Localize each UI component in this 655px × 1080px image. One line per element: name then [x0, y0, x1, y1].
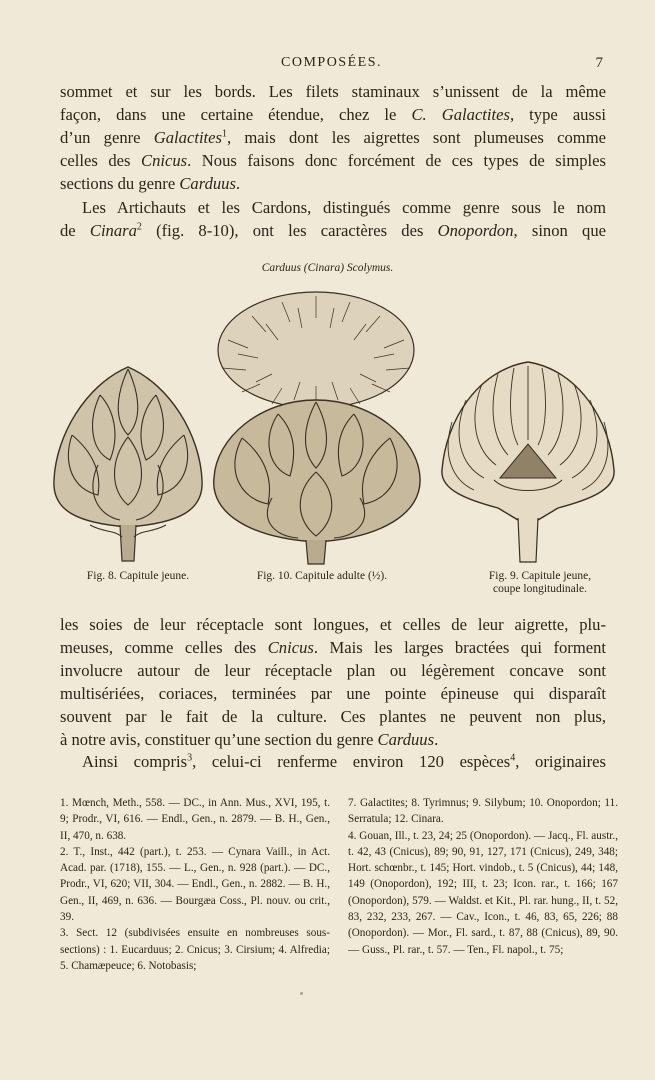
paragraph-1: [60, 80, 606, 195]
taxon-name: Cinara: [89, 221, 137, 240]
text: les soies de leur réceptacle sont longues, et celles de leur aigrette, plu-: [60, 615, 606, 634]
taxon-name: Cnicus: [267, 638, 314, 657]
text-line: [60, 682, 606, 705]
footnote-ref[interactable]: 2: [136, 221, 142, 233]
text: involucre autour de leur réceptacle plan ou légèrement concave sont: [60, 661, 606, 680]
taxon-name: Cnicus: [141, 151, 188, 170]
taxon-name: Galactites: [153, 128, 222, 147]
text: façon, dans une certaine étendue, chez le: [60, 105, 412, 124]
fig-9-label-line: Fig. 9. Capitule jeune,: [488, 570, 592, 582]
footnotes-right-column: [348, 795, 618, 958]
text: meuses, comme celles des: [60, 638, 268, 657]
text-line: [60, 728, 606, 751]
text: de: [60, 221, 90, 240]
text-line: [60, 219, 606, 242]
text: sections du genre: [60, 174, 180, 193]
text: , type aussi: [509, 105, 607, 124]
fig-10-label: Fig. 10. Capitule adulte (½).: [256, 570, 388, 582]
paragraph-4: [60, 750, 606, 773]
text-line: [60, 149, 606, 172]
page-number: 7: [595, 55, 603, 71]
paragraph-3: [60, 613, 606, 751]
fig-8-label: Fig. 8. Capitule jeune.: [86, 570, 190, 582]
fig-9-label: [450, 570, 630, 596]
text: .: [235, 174, 241, 193]
text: sommet et sur les bords. Les filets staminaux s’unissent de la même: [60, 82, 606, 101]
text-line: [60, 750, 606, 773]
footnote-ref[interactable]: 4: [510, 752, 516, 764]
text-line: [60, 196, 606, 219]
text: , sinon que: [513, 221, 606, 240]
text: celles des: [60, 151, 141, 170]
text: . Mais les larges bractées qui forment: [313, 638, 606, 657]
artichoke-young-illustration: [50, 365, 206, 565]
taxon-name: Carduus: [377, 730, 435, 749]
text-line: [60, 126, 606, 149]
artichoke-section-illustration: [438, 360, 618, 565]
footnote-3-continued: 7. Galactites; 8. Tyrimnus; 9. Silybum; 10. Onopordon; 11. Serratula; 12. Cinara.: [348, 797, 618, 826]
footnotes-left-column: [60, 795, 330, 974]
taxon-name: Onopordon: [437, 221, 514, 240]
text: , celui-ci renferme environ 120 espèces: [192, 752, 511, 771]
text-line: [60, 636, 606, 659]
footnote-3: 3. Sect. 12 (subdivisées ensuite en nombreuses sous-sections) : 1. Eucarduus; 2. Cnicus; 3. Cirsium; 4. Alfredia; 5. Chamæpeuce; 6. Notobasis;: [60, 927, 330, 972]
taxon-name: C. Galactites: [411, 105, 510, 124]
footnote-1: 1. Mœnch, Meth., 558. — DC., in Ann. Mus., XVI, 195, t. 9; Prodr., VI, 616. — Endl., Gen., n. 2879. — B. H., Gen., II, 470, n. 638.: [60, 797, 330, 842]
text: à notre avis, constituer qu’une section du genre: [60, 730, 378, 749]
artichoke-adult-illustration: [212, 288, 424, 566]
text: d’un genre: [60, 128, 154, 147]
figure-caption: Carduus (Cinara) Scolymus.: [261, 262, 394, 274]
taxon-name: Carduus: [179, 174, 236, 193]
text: souvent par le fait de la culture. Ces plantes ne peuvent non plus,: [60, 707, 606, 726]
text-line: [60, 613, 606, 636]
text: . Nous faisons donc forcément de ces types de simples: [187, 151, 606, 170]
text-line: [60, 103, 606, 126]
footnote-ref[interactable]: 3: [187, 752, 193, 764]
text: multisériées, coriaces, terminées par une pointe épineuse qui disparaît: [60, 684, 606, 703]
text-line: [60, 80, 606, 103]
paper-speck: [300, 992, 303, 995]
footnote-4: 4. Gouan, Ill., t. 23, 24; 25 (Onopordon). — Jacq., Fl. austr., t. 42, 43 (Cnicus), 89; 90, 91, 127, 171 (Cnicus), 249, 348; Hort. schœnbr., t. 145; Hort. vindob., t. 5 (Cnicus), 44; 148, 149 (Onopordon), 192; III, t. 23; Icon. rar., t. 166; 167 (Onopordon), 579. — Waldst. et Kit., Pl. rar. hung., II, t. 52, 83, 232, 233, 267. — Cav., Icon., t. 46, 83, 65, 226; 88 (Onopordon). — Mor., Fl. sard., t. 87, 88 (Cnicus), 89, 90. — Guss., Pl. rar., t. 57. — Ten., Fl. napol., t. 75;: [348, 829, 618, 956]
text: , originaires: [515, 752, 606, 771]
footnote-ref[interactable]: 1: [222, 128, 227, 140]
running-title: COMPOSÉES.: [281, 55, 382, 70]
text: (fig. 8-10), ont les caractères des: [141, 221, 438, 240]
text-line: [60, 659, 606, 682]
text-line: [60, 172, 606, 195]
fig-9-label-line: coupe longitudinale.: [493, 583, 587, 595]
footnote-2: 2. T., Inst., 442 (part.), t. 253. — Cynara Vaill., in Act. Acad. par. (1718), 155. — L., Gen., n. 928 (part.). — DC., Prodr., VI, 620; VII, 304. — Endl., Gen., n. 2882. — B. H., Gen., II, 469, n. 636. — Bourgæa Coss., Pl. nouv. ou crit., 39.: [60, 845, 330, 924]
text-line: [60, 705, 606, 728]
text: .: [434, 730, 439, 749]
page-header: [60, 55, 603, 77]
text: , mais dont les aigrettes sont plumeuses comme: [227, 128, 606, 147]
text: Ainsi compris: [82, 752, 188, 771]
text: Les Artichauts et les Cardons, distingués comme genre sous le nom: [82, 198, 606, 217]
paragraph-2: [60, 196, 606, 242]
